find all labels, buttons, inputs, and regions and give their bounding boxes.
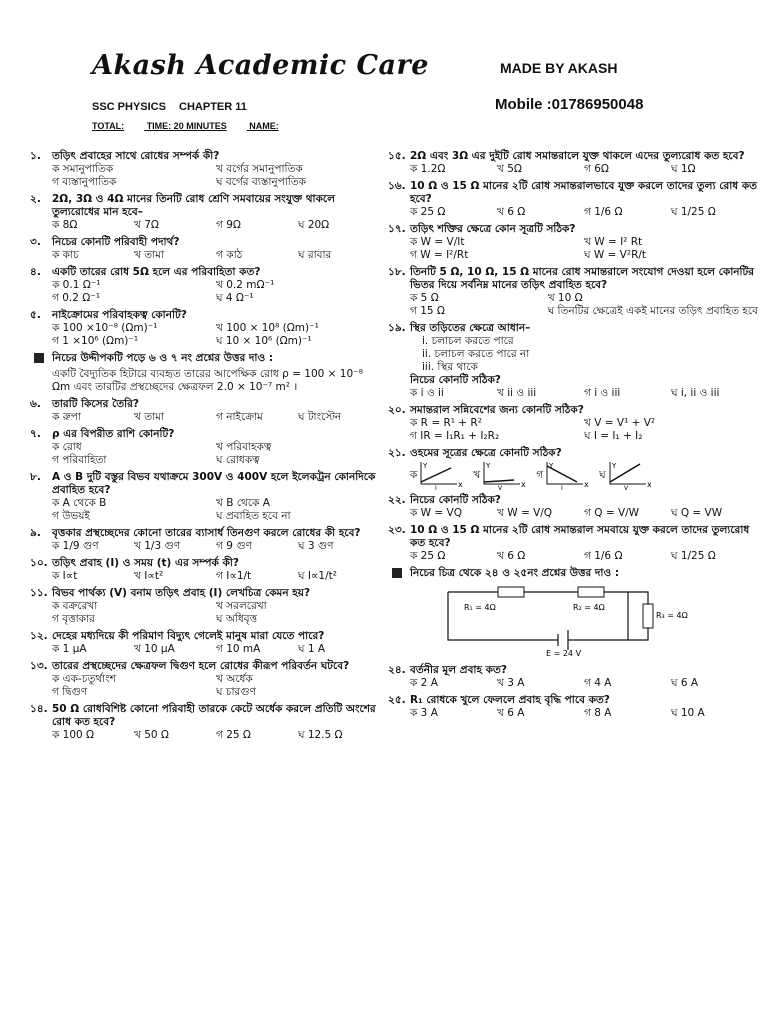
question-text: 50 Ω রোধবিশিষ্ট কোনো পরিবাহী তারকে কেটে অর্ধেক করলে প্রতিটি অংশের রোধ কত হবে? bbox=[52, 703, 376, 728]
option: ঘ রাবার bbox=[298, 249, 332, 261]
option: ক 3 A bbox=[410, 707, 438, 719]
question-stem bbox=[388, 524, 758, 550]
option: খ 5Ω bbox=[497, 163, 522, 175]
option: গ I∝1/t bbox=[216, 570, 252, 582]
question-text: দেহের মধ্যদিয়ে কী পরিমাণ বিদ্যুৎ গেলেই মানুষ মারা যেতে পারে? bbox=[52, 630, 325, 642]
question-number: ২০. bbox=[388, 404, 406, 416]
option: খ ii ও iii bbox=[497, 387, 537, 399]
question-number: ৮. bbox=[30, 471, 41, 483]
option: ঘ অধিবৃত্ত bbox=[216, 613, 258, 625]
option: ক 0.1 Ω⁻¹ bbox=[52, 279, 101, 291]
option: খ সরলরেখা bbox=[216, 600, 267, 612]
option: খ 6 A bbox=[497, 707, 525, 719]
question-stem bbox=[30, 471, 380, 497]
question-number: ২৪. bbox=[388, 664, 406, 676]
option: খ 1/3 গুণ bbox=[134, 540, 181, 552]
option: ঘ 3 গুণ bbox=[298, 540, 334, 552]
option: ঘ I = I₁ + I₂ bbox=[584, 430, 643, 442]
question-text: নিচের কোনটি পরিবাহী পদার্থ? bbox=[52, 236, 180, 248]
question-stem bbox=[388, 694, 758, 707]
options bbox=[30, 497, 380, 523]
question-text: 10 Ω ও 15 Ω মানের ২টি রোধ সমান্তরালভাবে যুক্ত করলে তাদের তুল্য রোধ কত হবে? bbox=[410, 180, 758, 205]
subject: SSC PHYSICS bbox=[92, 101, 166, 113]
made-by: MADE BY AKASH bbox=[500, 60, 618, 76]
axis-y-label: Y bbox=[486, 462, 491, 470]
option: খ তামা bbox=[134, 411, 165, 423]
question-stem bbox=[388, 180, 758, 206]
options bbox=[388, 417, 758, 443]
question-stem bbox=[30, 236, 380, 249]
option: ঘ 12.5 Ω bbox=[298, 729, 343, 741]
option: গ কাঠ bbox=[216, 249, 243, 261]
options bbox=[30, 322, 380, 348]
question-text: তড়িৎ শক্তির ক্ষেত্রে কোন সূত্রটি সঠিক? bbox=[410, 223, 576, 235]
question-q14 bbox=[30, 703, 380, 742]
option: ঘ চারগুণ bbox=[216, 686, 256, 698]
mobile-number: Mobile :01786950048 bbox=[495, 96, 644, 113]
option: গ 25 Ω bbox=[216, 729, 251, 741]
option: খ 50 Ω bbox=[134, 729, 169, 741]
option: ঘ 1 A bbox=[298, 643, 326, 655]
option: ঘ প্রবাহিত হবে না bbox=[216, 510, 291, 522]
option: ঘ 1/25 Ω bbox=[671, 206, 716, 218]
options bbox=[30, 570, 380, 583]
options bbox=[388, 550, 758, 563]
name-label: NAME: bbox=[249, 121, 279, 131]
question-text: বিভব পার্থক্য (V) বনাম তড়িৎ প্রবাহ (I) লেখচিত্র কেমন হয়? bbox=[52, 587, 311, 599]
resistor bbox=[578, 587, 604, 597]
question-text: 2Ω এবং 3Ω এর দুইটি রোধ সমান্তরালে যুক্ত থাকলে এদের তুল্যরোধ কত হবে? bbox=[410, 150, 745, 162]
option: গ ব্যস্তানুপাতিক bbox=[52, 176, 117, 188]
option: ঘ I∝1/t² bbox=[298, 570, 337, 582]
option: গ 9Ω bbox=[216, 219, 241, 231]
circuit-label-r2: R₂ = 4Ω bbox=[573, 603, 605, 612]
question-q19 bbox=[388, 322, 758, 400]
question-number: ২. bbox=[30, 193, 41, 205]
question-stem bbox=[30, 587, 380, 600]
question-text: তড়িৎ প্রবাহের সাথে রোধের সম্পর্ক কী? bbox=[52, 150, 220, 162]
question-stem bbox=[30, 660, 380, 673]
ask-line bbox=[388, 374, 758, 387]
options bbox=[30, 540, 380, 553]
question-stem bbox=[388, 447, 758, 460]
question-number: ১৩. bbox=[30, 660, 48, 672]
option: গ 6Ω bbox=[584, 163, 609, 175]
option: ক 100 Ω bbox=[52, 729, 95, 741]
iv-graph bbox=[480, 460, 528, 490]
iv-graph bbox=[543, 460, 591, 490]
circuit-label-r1: R₁ = 4Ω bbox=[464, 603, 496, 612]
question-q24 bbox=[388, 664, 758, 690]
info-text: নিচের উদ্দীপকটি পড়ে ৬ ও ৭ নং প্রশ্নের উত্তর দাও : bbox=[52, 352, 274, 364]
axis-quantity-label: I bbox=[561, 485, 563, 492]
question-stem bbox=[388, 223, 758, 236]
passage-text: একটি বৈদ্যুতিক হিটারে ব্যবহৃত তারের আপেক্ষিক রোধ ρ = 100 × 10⁻⁸ Ωm এবং তারটির প্রস্থচ্ছেদের ক্ষেত্রফল 2.0 × 10⁻⁷ m² । bbox=[52, 368, 363, 393]
question-text: বর্তনীর মূল প্রবাহ কত? bbox=[410, 664, 507, 676]
option: খ I∝t² bbox=[134, 570, 164, 582]
resistor bbox=[498, 587, 524, 597]
option: গ i ও iii bbox=[584, 387, 621, 399]
question-text: R₁ রোধকে খুলে ফেললে প্রবাহ বৃদ্ধি পাবে কত? bbox=[410, 694, 610, 706]
question-q4 bbox=[30, 266, 380, 305]
question-number: ১৫. bbox=[388, 150, 406, 162]
question-text: তারের প্রস্থচ্ছেদের ক্ষেত্রফল দ্বিগুণ হলে রোধের কীরূপ পরিবর্তন ঘটবে? bbox=[52, 660, 350, 672]
question-text: সমান্তরাল সন্নিবেশের জন্য কোনটি সঠিক? bbox=[410, 404, 584, 416]
question-text: তারটি কিসের তৈরি? bbox=[52, 398, 140, 410]
options bbox=[30, 643, 380, 656]
option: খ 6 Ω bbox=[497, 206, 526, 218]
info-info2 bbox=[388, 567, 758, 580]
option: খ তামা bbox=[134, 249, 165, 261]
question-number: ৬. bbox=[30, 398, 41, 410]
options bbox=[388, 677, 758, 690]
question-text: 10 Ω ও 15 Ω মানের ২টি রোধ সমান্তরাল সমবায়ে যুক্ত করলে তাদের তুল্যরোধ কত হবে? bbox=[410, 524, 750, 549]
question-text: ρ এর বিপরীত রাশি কোনটি? bbox=[52, 428, 175, 440]
option: ঘ 20Ω bbox=[298, 219, 330, 231]
right-column bbox=[388, 150, 758, 724]
option-label: ক bbox=[410, 468, 418, 481]
option: খ B থেকে A bbox=[216, 497, 270, 509]
question-stem bbox=[388, 664, 758, 677]
question-stem bbox=[30, 527, 380, 540]
option: ক এক-চতুর্থাংশ bbox=[52, 673, 116, 685]
question-number: ১১. bbox=[30, 587, 48, 599]
circuit-svg bbox=[428, 584, 688, 656]
axis-quantity-label: V bbox=[498, 485, 503, 492]
option: খ 6 Ω bbox=[497, 550, 526, 562]
question-number: ২১. bbox=[388, 447, 406, 459]
option: গ পরিবাহিতা bbox=[52, 454, 107, 466]
options bbox=[388, 387, 758, 400]
question-number: ২৫. bbox=[388, 694, 406, 706]
option: ঘ 1/25 Ω bbox=[671, 550, 716, 562]
option: গ 1/6 Ω bbox=[584, 206, 623, 218]
question-stem bbox=[30, 703, 380, 729]
option: গ W = I²/Rt bbox=[410, 249, 469, 261]
subject-line bbox=[92, 101, 257, 113]
option: ঘ i, ii ও iii bbox=[671, 387, 720, 399]
question-number: ৫. bbox=[30, 309, 41, 321]
option: গ 0.2 Ω⁻¹ bbox=[52, 292, 101, 304]
ask-text: নিচের কোনটি সঠিক? bbox=[410, 374, 501, 386]
option: খ পরিবাহকত্ব bbox=[216, 441, 272, 453]
left-column bbox=[30, 150, 380, 746]
option: খ 10 μA bbox=[134, 643, 175, 655]
question-q10 bbox=[30, 557, 380, 583]
option: খ W = I² Rt bbox=[584, 236, 643, 248]
total-label: TOTAL: bbox=[92, 121, 125, 131]
option: ঘ বর্গের ব্যস্তানুপাতিক bbox=[216, 176, 307, 188]
option-label: গ bbox=[536, 468, 544, 481]
option: খ 0.2 mΩ⁻¹ bbox=[216, 279, 275, 291]
question-stem bbox=[388, 494, 758, 507]
option: ক 25 Ω bbox=[410, 550, 446, 562]
axis-x-label: x bbox=[521, 480, 526, 489]
question-text: একটি তারের রোধ 5Ω হলে এর পরিবাহিতা কত? bbox=[52, 266, 261, 278]
option: গ 9 গুণ bbox=[216, 540, 252, 552]
option: খ বর্গের সমানুপাতিক bbox=[216, 163, 303, 175]
chapter: CHAPTER 11 bbox=[179, 101, 247, 113]
option: গ 15 Ω bbox=[410, 305, 445, 317]
option: খ W = V/Q bbox=[497, 507, 553, 519]
option: ঘ রোধকত্ব bbox=[216, 454, 260, 466]
question-q1 bbox=[30, 150, 380, 189]
options bbox=[388, 292, 758, 318]
options bbox=[30, 729, 380, 742]
circuit-label-e: E = 24 V bbox=[546, 649, 582, 658]
option: ক রুপা bbox=[52, 411, 81, 423]
question-q5 bbox=[30, 309, 380, 348]
question-number: ১২. bbox=[30, 630, 48, 642]
iv-graph bbox=[417, 460, 465, 490]
question-stem bbox=[30, 309, 380, 322]
axis-y-label: Y bbox=[549, 462, 554, 470]
question-text: 2Ω, 3Ω ও 4Ω মানের তিনটি রোধ শ্রেণি সমবায়ের সংযুক্ত থাকলে তুল্যরোধের মান হবে– bbox=[52, 193, 335, 218]
question-text: নাইক্রোমের পরিবাহকত্ব কোনটি? bbox=[52, 309, 187, 321]
option: খ 10 Ω bbox=[547, 292, 583, 304]
axis-quantity-label: V bbox=[623, 485, 628, 492]
statement-list bbox=[388, 335, 758, 374]
question-number: ৩. bbox=[30, 236, 41, 248]
question-q9 bbox=[30, 527, 380, 553]
graph-option bbox=[410, 460, 465, 490]
options bbox=[30, 673, 380, 699]
graph-option bbox=[473, 460, 528, 490]
info-text: নিচের চিত্র থেকে ২৪ ও ২৫নং প্রশ্নের উত্তর দাও : bbox=[410, 567, 620, 579]
question-number: ১৪. bbox=[30, 703, 48, 715]
question-text: বৃত্তকার প্রস্থচ্ছেদের কোনো তারের ব্যাসার্ধ তিনগুণ করলে রোধের কী হবে? bbox=[52, 527, 361, 539]
question-number: ১৮. bbox=[388, 266, 406, 278]
question-number: ৪. bbox=[30, 266, 41, 278]
question-stem bbox=[30, 557, 380, 570]
option: গ 1 ×10⁶ (Ωm)⁻¹ bbox=[52, 335, 139, 347]
question-q3 bbox=[30, 236, 380, 262]
question-q20 bbox=[388, 404, 758, 443]
question-number: ১. bbox=[30, 150, 41, 162]
question-q22 bbox=[388, 494, 758, 520]
question-number: ১০. bbox=[30, 557, 48, 569]
option: ক R = R¹ + R² bbox=[410, 417, 482, 429]
question-number: ৯. bbox=[30, 527, 41, 539]
option: ক 1/9 গুণ bbox=[52, 540, 99, 552]
question-number: ২২. bbox=[388, 494, 406, 506]
graph-options bbox=[388, 460, 758, 490]
option: ঘ 10 × 10⁶ (Ωm)⁻¹ bbox=[216, 335, 312, 347]
option: ক I∝t bbox=[52, 570, 78, 582]
options bbox=[30, 279, 380, 305]
question-text: তিনটি 5 Ω, 10 Ω, 15 Ω মানের রোধ সমান্তরালে সংযোগ দেওয়া হলে কোনটির ভিতর দিয়ে সর্বনিম্ন মানের তড়িৎ প্রবাহিত হবে? bbox=[410, 266, 755, 291]
graph-option bbox=[536, 460, 591, 490]
option: ঘ টাংস্টেন bbox=[298, 411, 342, 423]
options bbox=[30, 163, 380, 189]
options bbox=[30, 249, 380, 262]
option: ক 5 Ω bbox=[410, 292, 439, 304]
question-q17 bbox=[388, 223, 758, 262]
statement: i. চলাচল করতে পারে bbox=[422, 335, 514, 347]
option-label: ঘ bbox=[599, 468, 606, 481]
question-stem bbox=[30, 428, 380, 441]
question-stem bbox=[388, 150, 758, 163]
options bbox=[30, 219, 380, 232]
option: ঘ W = V²R/t bbox=[584, 249, 647, 261]
option: খ V = V¹ + V² bbox=[584, 417, 656, 429]
question-q2 bbox=[30, 193, 380, 232]
option: ক 100 ×10⁻⁸ (Ωm)⁻¹ bbox=[52, 322, 158, 334]
option: গ উভয়ই bbox=[52, 510, 90, 522]
option: ঘ 1Ω bbox=[671, 163, 696, 175]
option: খ 3 A bbox=[497, 677, 525, 689]
question-stem bbox=[388, 266, 758, 292]
option: ক রোধ bbox=[52, 441, 82, 453]
axis-y-label: Y bbox=[423, 462, 428, 470]
axis-y-label: Y bbox=[611, 462, 616, 470]
option: গ বৃত্তাকার bbox=[52, 613, 95, 625]
option: ক সমানুপাতিক bbox=[52, 163, 114, 175]
option: গ দ্বিগুণ bbox=[52, 686, 88, 698]
question-number: ১৯. bbox=[388, 322, 406, 334]
question-stem bbox=[30, 150, 380, 163]
question-number: ৭. bbox=[30, 428, 41, 440]
option: গ 4 A bbox=[584, 677, 612, 689]
question-text: ওহমের সূত্রের ক্ষেত্রে কোনটি সঠিক? bbox=[410, 447, 562, 459]
option: ক 1.2Ω bbox=[410, 163, 446, 175]
axis-x-label: x bbox=[458, 480, 464, 489]
question-stem bbox=[30, 630, 380, 643]
statement: ii. চলাচল করতে পারে না bbox=[422, 348, 530, 360]
circuit-label-r3: R₃ = 4Ω bbox=[656, 611, 688, 620]
academy-title: Akash Academic Care bbox=[92, 50, 429, 81]
question-q6 bbox=[30, 398, 380, 424]
time-label: TIME: 20 MINUTES bbox=[146, 121, 227, 131]
option: গ নাইক্রোম bbox=[216, 411, 263, 423]
option: ঘ 4 Ω⁻¹ bbox=[216, 292, 254, 304]
graph-option bbox=[599, 460, 654, 490]
option: ক W = VQ bbox=[410, 507, 462, 519]
option: ক বক্ররেখা bbox=[52, 600, 98, 612]
option: ক 8Ω bbox=[52, 219, 78, 231]
option: ক W = V/It bbox=[410, 236, 465, 248]
question-q13 bbox=[30, 660, 380, 699]
option: ক i ও ii bbox=[410, 387, 444, 399]
options bbox=[388, 163, 758, 176]
question-q25 bbox=[388, 694, 758, 720]
options bbox=[30, 441, 380, 467]
question-stem bbox=[388, 404, 758, 417]
option: গ IR = I₁R₁ + I₂R₂ bbox=[410, 430, 500, 442]
question-number: ২৩. bbox=[388, 524, 406, 536]
bullet-square bbox=[34, 353, 44, 363]
question-q8 bbox=[30, 471, 380, 523]
axis-x-label: x bbox=[646, 480, 652, 489]
option: ক 1 μA bbox=[52, 643, 87, 655]
question-q12 bbox=[30, 630, 380, 656]
option: গ 10 mA bbox=[216, 643, 261, 655]
option: গ 1/6 Ω bbox=[584, 550, 623, 562]
question-stem bbox=[30, 398, 380, 411]
iv-graph bbox=[606, 460, 654, 490]
option: ক কাচ bbox=[52, 249, 79, 261]
option: ঘ তিনটির ক্ষেত্রেই একই মানের তড়িৎ প্রবাহিত হবে bbox=[547, 305, 758, 317]
axis-quantity-label: I bbox=[435, 485, 438, 492]
question-stem bbox=[388, 322, 758, 335]
info-info1 bbox=[30, 352, 380, 365]
bullet-square bbox=[392, 568, 402, 578]
option-label: খ bbox=[473, 468, 481, 481]
option: ঘ Q = VW bbox=[671, 507, 723, 519]
question-number: ১৭. bbox=[388, 223, 406, 235]
options bbox=[388, 206, 758, 219]
question-stem bbox=[30, 266, 380, 279]
question-stem bbox=[30, 193, 380, 219]
question-q7 bbox=[30, 428, 380, 467]
options bbox=[388, 507, 758, 520]
axis-x-label: x bbox=[584, 480, 589, 489]
option: ঘ 10 A bbox=[671, 707, 705, 719]
question-q21 bbox=[388, 447, 758, 490]
question-q15 bbox=[388, 150, 758, 176]
question-q11 bbox=[30, 587, 380, 626]
question-q23 bbox=[388, 524, 758, 563]
options bbox=[388, 707, 758, 720]
question-text: A ও B দুটি বস্তুর বিভব যথাক্রমে 300V ও 400V হলে ইলেকট্রন কোনদিকে প্রবাহিত হবে? bbox=[52, 471, 376, 496]
options bbox=[388, 236, 758, 262]
option: ক A থেকে B bbox=[52, 497, 107, 509]
resistor bbox=[643, 604, 653, 628]
option: খ অর্ধেক bbox=[216, 673, 253, 685]
question-text: তড়িৎ প্রবাহ (I) ও সময় (t) এর সম্পর্ক কী? bbox=[52, 557, 239, 569]
option: খ 7Ω bbox=[134, 219, 159, 231]
option: ক 2 A bbox=[410, 677, 438, 689]
option: গ Q = V/W bbox=[584, 507, 640, 519]
question-q18 bbox=[388, 266, 758, 318]
circuit-diagram bbox=[388, 584, 758, 660]
option: গ 8 A bbox=[584, 707, 612, 719]
question-q16 bbox=[388, 180, 758, 219]
options bbox=[30, 411, 380, 424]
options bbox=[30, 600, 380, 626]
exam-meta bbox=[92, 121, 299, 131]
statement: iii. স্থির থাকে bbox=[422, 361, 478, 373]
question-number: ১৬. bbox=[388, 180, 406, 192]
option: ঘ 6 A bbox=[671, 677, 699, 689]
question-text: স্থির তড়িতের ক্ষেত্রে আধান– bbox=[410, 322, 531, 334]
option: ক 25 Ω bbox=[410, 206, 446, 218]
question-text: নিচের কোনটি সঠিক? bbox=[410, 494, 501, 506]
option: খ 100 × 10⁸ (Ωm)⁻¹ bbox=[216, 322, 319, 334]
